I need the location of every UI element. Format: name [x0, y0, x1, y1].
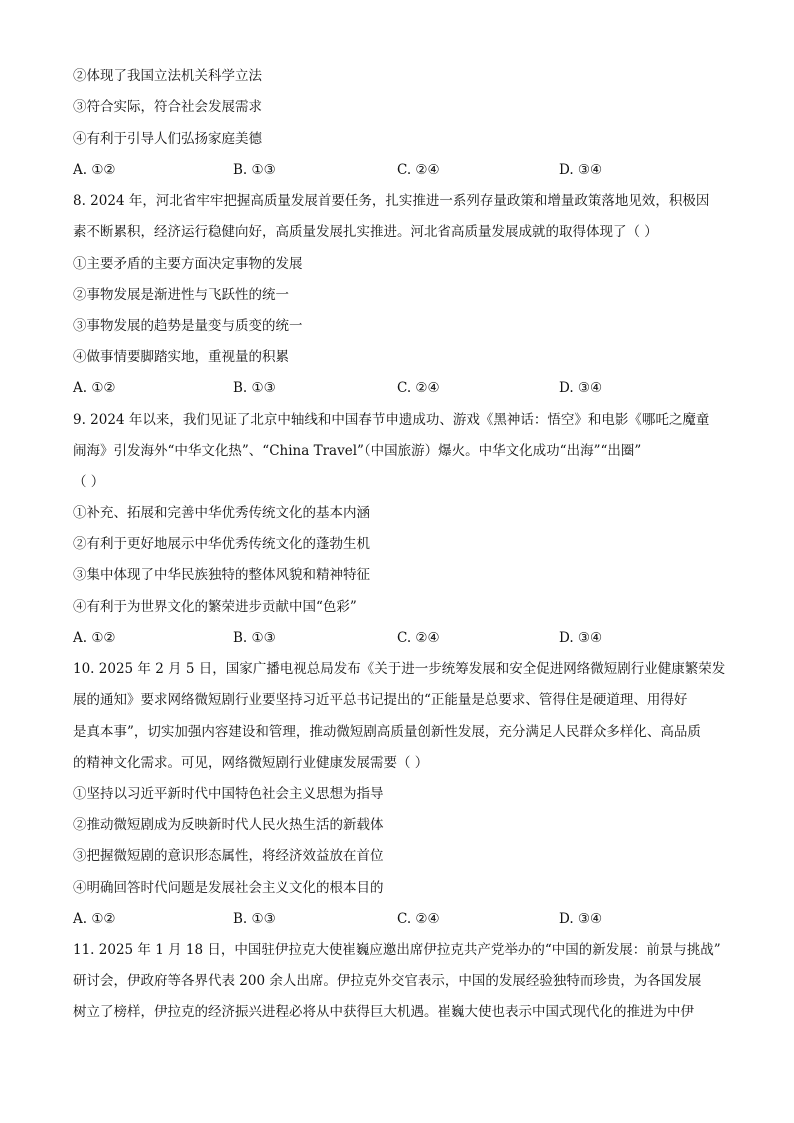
q9-option-1: ①补充、拓展和完善中华优秀传统文化的基本内涵	[73, 505, 370, 521]
q10-stem-line-2: 展的通知》要求网络微短剧行业要坚持习近平总书记提出的“正能量是总要求、管得住是硬道理、用得好	[73, 692, 688, 708]
q7-choice-d: D. ③④	[559, 162, 603, 178]
q9-stem-line-2: 闹海》引发海外“中华文化热”、“China Travel”（中国旅游）爆火。中华文化成功“出海”“出圈”	[73, 443, 642, 459]
q11-stem-line-2: 研讨会，伊政府等各界代表 200 余人出席。伊拉克外交官表示，中国的发展经验独特而珍贵，为各国发展	[73, 973, 702, 989]
q11-stem-line-3: 树立了榜样，伊拉克的经济振兴进程必将从中获得巨大机遇。崔巍大使也表示中国式现代化的推进为中伊	[73, 1004, 694, 1020]
q8-choice-c: C. ②④	[397, 380, 440, 396]
q9-option-4: ④有利于为世界文化的繁荣进步贡献中国“色彩”	[73, 599, 357, 615]
q10-choice-d: D. ③④	[559, 911, 603, 927]
q10-option-1: ①坚持以习近平新时代中国特色社会主义思想为指导	[73, 786, 384, 802]
q8-stem-line-1: 8. 2024 年，河北省牢牢把握高质量发展首要任务，扎实推进一系列存量政策和增量政策落地见效，积极因	[73, 193, 710, 209]
q7-option-4: ④有利于引导人们弘扬家庭美德	[73, 131, 262, 147]
q10-choice-a: A. ①②	[73, 911, 116, 927]
q10-option-2: ②推动微短剧成为反映新时代人民火热生活的新载体	[73, 817, 384, 833]
q9-stem-line-1: 9. 2024 年以来，我们见证了北京中轴线和中国春节申遗成功、游戏《黑神话：悟空》和电影《哪吒之魔童	[73, 412, 710, 428]
q7-choice-b: B. ①③	[233, 162, 276, 178]
q10-choices	[73, 909, 733, 929]
q7-choices	[73, 160, 733, 180]
q8-option-3: ③事物发展的趋势是量变与质变的统一	[73, 318, 303, 334]
q8-option-1: ①主要矛盾的主要方面决定事物的发展	[73, 256, 303, 272]
q7-choice-c: C. ②④	[397, 162, 440, 178]
q11-stem-line-1: 11. 2025 年 1 月 18 日，中国驻伊拉克大使崔巍应邀出席伊拉克共产党举办的“中国的新发展：前景与挑战”	[73, 942, 721, 958]
q7-choice-a: A. ①②	[73, 162, 116, 178]
q9-stem-line-3: （ ）	[73, 474, 105, 490]
q8-choice-d: D. ③④	[559, 380, 603, 396]
q8-option-4: ④做事情要脚踏实地，重视量的积累	[73, 349, 289, 365]
q9-choices	[73, 628, 733, 648]
q8-choices	[73, 378, 733, 398]
q9-option-2: ②有利于更好地展示中华优秀传统文化的蓬勃生机	[73, 536, 370, 552]
q9-choice-c: C. ②④	[397, 630, 440, 646]
q9-option-3: ③集中体现了中华民族独特的整体风貌和精神特征	[73, 567, 370, 583]
q7-option-3: ③符合实际，符合社会发展需求	[73, 99, 262, 115]
q10-option-4: ④明确回答时代问题是发展社会主义文化的根本目的	[73, 880, 384, 896]
q10-stem-line-3: 是真本事”，切实加强内容建设和管理，推动微短剧高质量创新性发展，充分满足人民群众多样化、高品质	[73, 724, 701, 740]
q8-option-2: ②事物发展是渐进性与飞跃性的统一	[73, 287, 289, 303]
q8-choice-b: B. ①③	[233, 380, 276, 396]
q10-stem-line-4: 的精神文化需求。可见，网络微短剧行业健康发展需要（ ）	[73, 755, 429, 771]
q9-choice-a: A. ①②	[73, 630, 116, 646]
q9-choice-d: D. ③④	[559, 630, 603, 646]
q8-stem-line-2: 素不断累积，经济运行稳健向好，高质量发展扎实推进。河北省高质量发展成就的取得体现了（ ）	[73, 224, 658, 240]
q10-choice-c: C. ②④	[397, 911, 440, 927]
q10-option-3: ③把握微短剧的意识形态属性，将经济效益放在首位	[73, 848, 384, 864]
q10-stem-line-1: 10. 2025 年 2 月 5 日，国家广播电视总局发布《关于进一步统筹发展和安全促进网络微短剧行业健康繁荣发	[73, 661, 726, 677]
q7-option-2: ②体现了我国立法机关科学立法	[73, 68, 262, 84]
q8-choice-a: A. ①②	[73, 380, 116, 396]
q10-choice-b: B. ①③	[233, 911, 276, 927]
q9-choice-b: B. ①③	[233, 630, 276, 646]
